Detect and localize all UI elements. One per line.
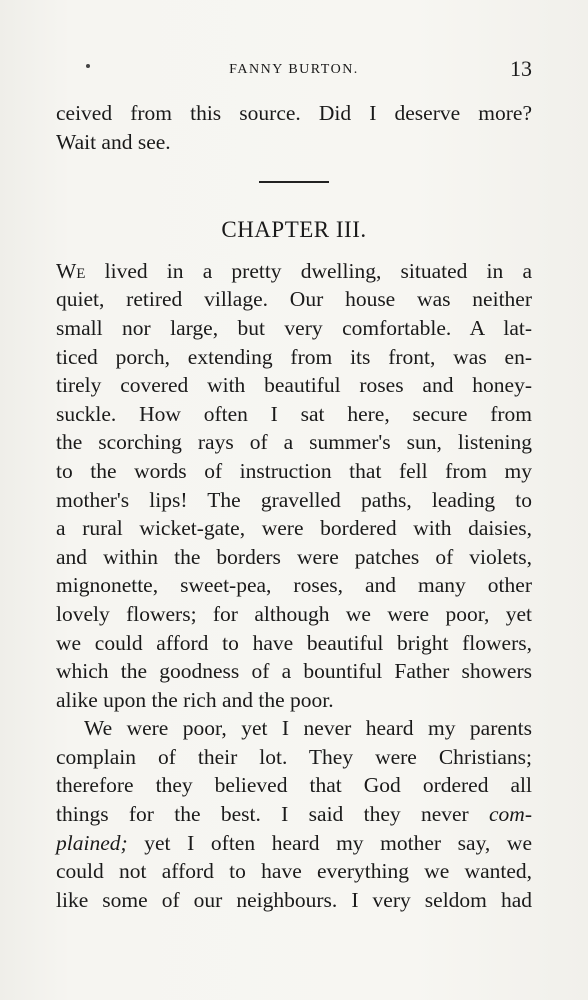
text-line [56, 800, 532, 829]
text-line: which the goodness of a bountiful Father showers [56, 659, 532, 684]
italic-fragment: com- [489, 802, 532, 827]
paragraph-2 [56, 714, 532, 914]
text-line: and within the borders were patches of violets, [56, 544, 532, 569]
text-line: a rural wicket-gate, were bordered with daisies, [56, 516, 532, 541]
text-line: to the words of instruction that fell from my [56, 458, 532, 483]
text-line: suckle. How often I sat here, secure from [56, 401, 532, 426]
text-line: quiet, retired village. Our house was neither [56, 287, 532, 312]
text-line: small nor large, but very comfortable. A lat- [56, 315, 532, 340]
text-line: therefore they believed that God ordered all [56, 773, 532, 798]
text-line: Wait and see. [56, 129, 171, 154]
text-line: we could afford to have beautiful bright flowers, [56, 630, 532, 655]
page-body [56, 99, 532, 914]
text-line: ticed porch, extending from its front, was en- [56, 344, 532, 369]
text-line: mother's lips! The gravelled paths, leading to [56, 487, 532, 512]
chapter-title: CHAPTER III. [221, 217, 367, 243]
text-line: ceived from this source. Did I deserve more? [56, 101, 532, 125]
text-fragment: lived in a pretty dwelling, situated in a [85, 258, 532, 283]
page-number: 13 [510, 56, 532, 81]
page-header [56, 56, 532, 86]
running-head: FANNY BURTON. [229, 62, 359, 77]
text-line: like some of our neighbours. I very seldom had [56, 887, 532, 912]
text-line [56, 257, 532, 286]
text-line: alike upon the rich and the poor. [56, 687, 334, 712]
text-line: complain of their lot. They were Christians; [56, 744, 532, 769]
text-line: could not afford to have everything we wanted, [56, 859, 532, 884]
text-fragment: yet I often heard my mother say, we [127, 830, 532, 855]
paragraph-1 [56, 257, 532, 715]
text-line: mignonette, sweet-pea, roses, and many other [56, 573, 532, 598]
text-line: the scorching rays of a summer's sun, listening [56, 430, 532, 455]
dropcap-word: We [56, 258, 86, 283]
text-line: tirely covered with beautiful roses and honey- [56, 373, 532, 398]
section-divider [259, 181, 329, 183]
text-line: We were poor, yet I never heard my parents [84, 716, 532, 741]
italic-fragment: plained; [56, 830, 128, 855]
text-line: lovely flowers; for although we were poor, yet [56, 601, 532, 626]
intro-paragraph [56, 99, 532, 156]
text-fragment: things for the best. I said they never [56, 802, 490, 827]
text-line [56, 829, 532, 858]
